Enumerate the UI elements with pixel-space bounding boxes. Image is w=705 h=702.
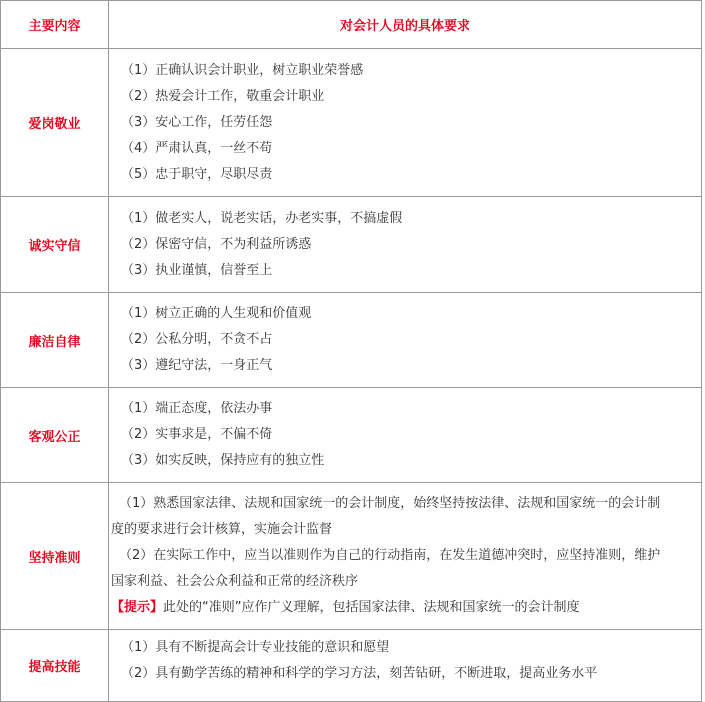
requirements-cell: [109, 388, 702, 483]
requirement-line: （4）严肃认真，一丝不苟: [121, 140, 273, 156]
requirement-line: （2）热爱会计工作，敬重会计职业: [121, 88, 325, 104]
requirements-cell: [109, 49, 702, 197]
requirement-line: （2）在实际工作中，应当以准则作为自己的行动指南，在发生道德冲突时，应坚持准则，维护: [119, 548, 661, 563]
requirement-line: （1）正确认识会计职业，树立职业荣誉感: [121, 62, 364, 78]
header-requirements: 对会计人员的具体要求: [109, 1, 702, 49]
table-row: [1, 293, 702, 388]
category-cell: 客观公正: [1, 388, 109, 483]
category-cell: 爱岗敬业: [1, 49, 109, 197]
tip-text: 此处的“准则”应作广义理解，包括国家法律、法规和国家统一的会计制度: [163, 600, 580, 615]
tip-label: 【提示】: [111, 600, 164, 615]
requirement-line: （3）安心工作，任劳任怨: [121, 114, 273, 130]
header-category: 主要内容: [1, 1, 109, 49]
requirement-line: （1）做老实人，说老实话，办老实事，不搞虚假: [121, 210, 403, 226]
table-row: [1, 49, 702, 197]
table-header-row: [1, 1, 702, 49]
requirement-line: （2）具有勤学苦练的精神和科学的学习方法，刻苦钻研，不断进取，提高业务水平: [121, 666, 598, 681]
category-cell: 廉洁自律: [1, 293, 109, 388]
requirement-line: （1）端正态度，依法办事: [121, 401, 273, 416]
requirement-line: （3）执业谨慎，信誉至上: [121, 262, 273, 278]
requirement-line: （2）公私分明，不贪不占: [121, 332, 273, 347]
category-cell: 提高技能: [1, 630, 109, 702]
requirements-cell: [109, 630, 702, 702]
requirements-cell: [109, 197, 702, 293]
table-row: [1, 630, 702, 702]
requirement-line: （2）实事求是，不偏不倚: [121, 427, 273, 442]
category-cell: 坚持准则: [1, 483, 109, 630]
requirement-line: （1）树立正确的人生观和价值观: [121, 306, 312, 321]
requirement-line: （1）具有不断提高会计专业技能的意识和愿望: [121, 640, 390, 655]
requirement-line: 国家利益、社会公众利益和正常的经济秩序: [111, 574, 359, 589]
requirement-line: （3）如实反映，保持应有的独立性: [121, 453, 325, 468]
requirement-line: 度的要求进行会计核算，实施会计监督: [111, 522, 333, 537]
table-row: [1, 388, 702, 483]
requirement-line: （1）熟悉国家法律、法规和国家统一的会计制度，始终坚持按法律、法规和国家统一的会计制: [119, 496, 661, 511]
tip-line: [111, 595, 698, 621]
requirements-cell: [109, 483, 702, 630]
table-row: [1, 197, 702, 293]
table-row: [1, 483, 702, 630]
requirement-line: （5）忠于职守，尽职尽责: [121, 166, 273, 182]
requirement-line: （2）保密守信，不为利益所诱惑: [121, 236, 312, 252]
requirements-cell: [109, 293, 702, 388]
category-cell: 诚实守信: [1, 197, 109, 293]
requirement-line: （3）遵纪守法，一身正气: [121, 358, 273, 373]
